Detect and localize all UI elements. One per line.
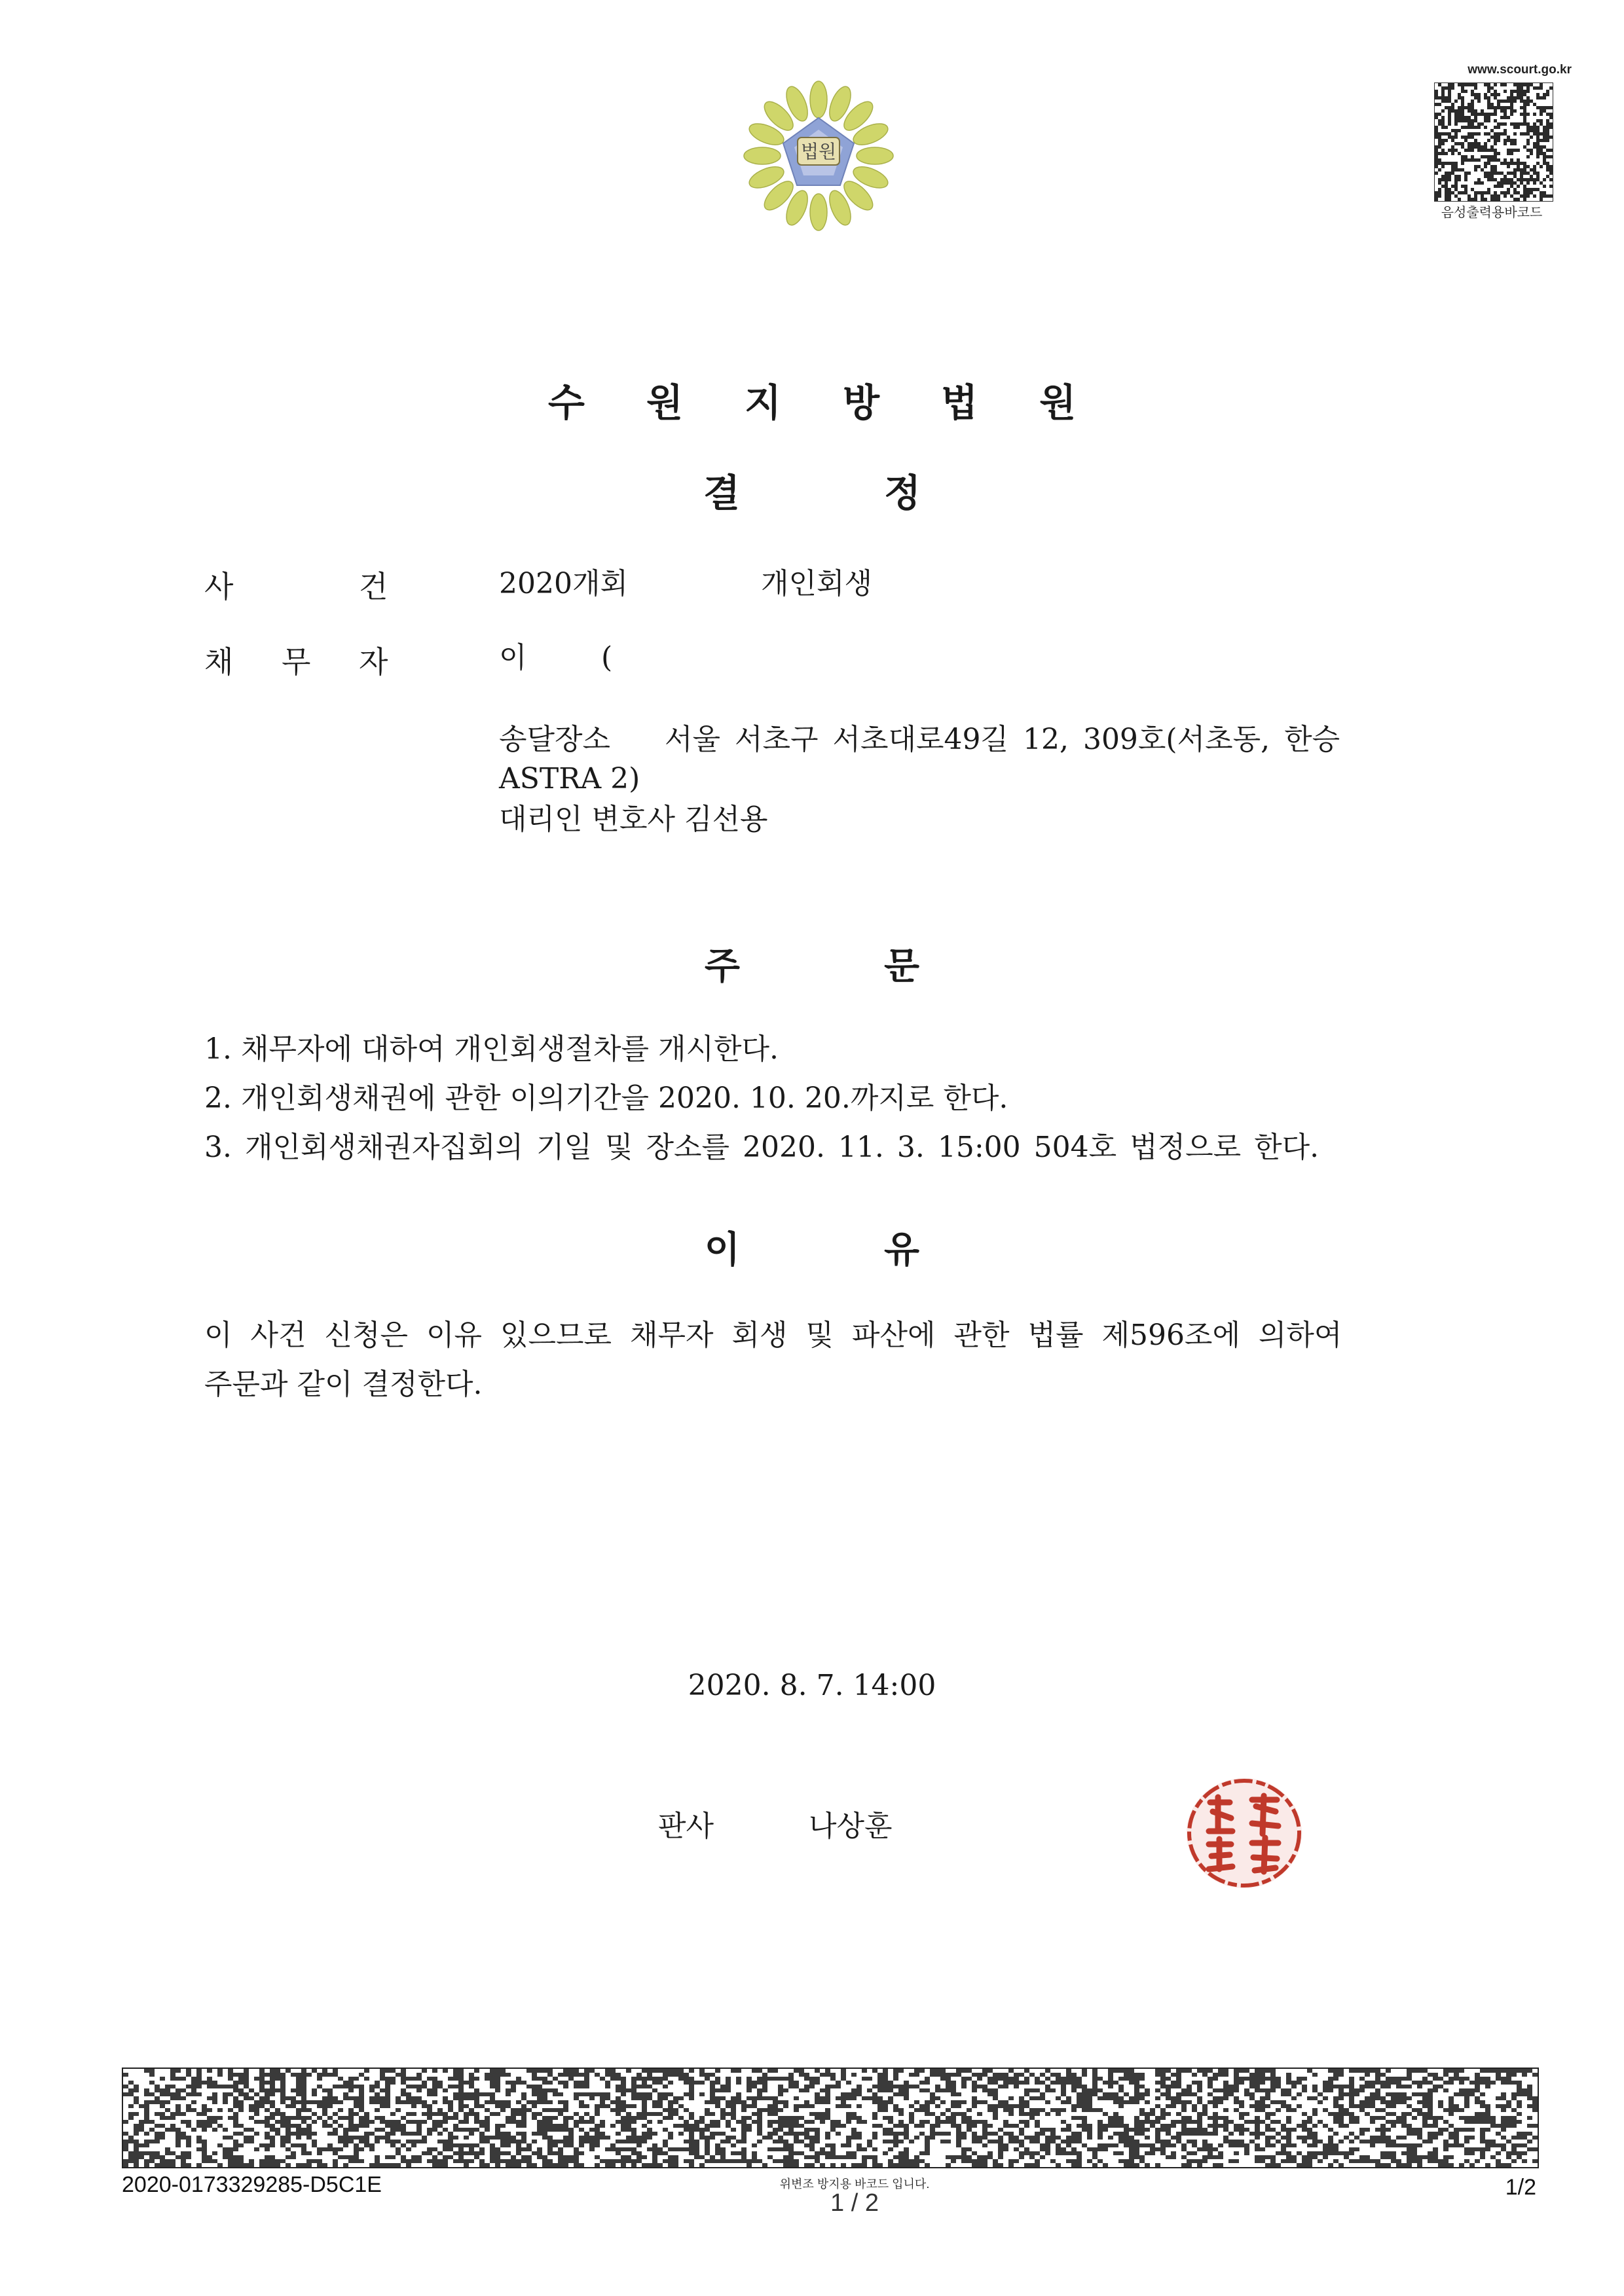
- doc-title-char: 결: [703, 471, 740, 515]
- barcode-caption: 음성출력용바코드: [1441, 206, 1543, 220]
- court-name-char: 수: [547, 380, 585, 425]
- address-label: 송달장소: [499, 723, 611, 756]
- document-id: 2020-0173329285-D5C1E: [122, 2172, 382, 2197]
- document-title: [0, 462, 1624, 517]
- heading-char: 문: [884, 945, 920, 988]
- case-label: [204, 563, 401, 602]
- label-char: 자: [359, 644, 388, 680]
- debtor-paren: (: [601, 641, 613, 674]
- reason-line-2: 주문과 같이 결정한다.: [204, 1368, 483, 1401]
- label-char: 사: [204, 569, 234, 604]
- decision-date: 2020. 8. 7. 14:00: [688, 1669, 936, 1702]
- court-name-char: 법: [941, 380, 978, 425]
- legal-agent: 대리인 변호사 김선용: [499, 803, 768, 836]
- heading-char: 유: [884, 1229, 920, 1271]
- page-number-center: 1 / 2: [830, 2189, 879, 2217]
- order-heading: [0, 938, 1624, 990]
- court-name-char: 지: [744, 380, 781, 425]
- court-emblem-icon: [740, 77, 897, 234]
- court-name-char: 방: [843, 380, 880, 425]
- address-line-1: 서울 서초구 서초대로49길 12, 309호(서초동, 한승: [665, 723, 1340, 756]
- debtor-label: [204, 638, 401, 678]
- address-line-2: ASTRA 2): [499, 762, 640, 795]
- court-url: www.scourt.go.kr: [1467, 63, 1572, 77]
- anti-forgery-barcode: [122, 2068, 1539, 2168]
- label-char: 무: [282, 644, 311, 680]
- reason-heading: [0, 1221, 1624, 1273]
- emblem-text: 법원: [800, 141, 837, 162]
- voice-output-barcode: [1434, 82, 1553, 202]
- debtor-name: 이: [499, 641, 527, 674]
- judge-title: 판사: [658, 1810, 714, 1843]
- order-item-1: 1. 채무자에 대하여 개인회생절차를 개시한다.: [204, 1032, 779, 1066]
- page-number: 1/2: [1505, 2175, 1536, 2200]
- barcode-note: 위변조 방지용 바코드 입니다.: [779, 2178, 930, 2191]
- order-item-3: 3. 개인회생채권자집회의 기일 및 장소를 2020. 11. 3. 15:00 504호 법정으로 한다.: [204, 1131, 1320, 1164]
- court-name-char: 원: [646, 380, 683, 425]
- case-number: 2020개회: [499, 567, 628, 600]
- reason-line-1: 이 사건 신청은 이유 있으므로 채무자 회생 및 파산에 관한 법률 제596조에 의하여: [204, 1319, 1342, 1352]
- case-type: 개인회생: [761, 567, 873, 600]
- judge-seal-stamp: [1179, 1771, 1310, 1895]
- court-name-char: 원: [1039, 380, 1077, 425]
- heading-char: 주: [704, 945, 740, 988]
- court-name: [0, 372, 1624, 427]
- order-item-2: 2. 개인회생채권에 관한 이의기간을 2020. 10. 20.까지로 한다.: [204, 1082, 1008, 1115]
- doc-title-char: 정: [884, 471, 921, 515]
- judge-name: 나상훈: [809, 1810, 893, 1843]
- label-char: 채: [204, 644, 234, 680]
- label-char: 건: [359, 569, 388, 604]
- heading-char: 이: [704, 1229, 740, 1271]
